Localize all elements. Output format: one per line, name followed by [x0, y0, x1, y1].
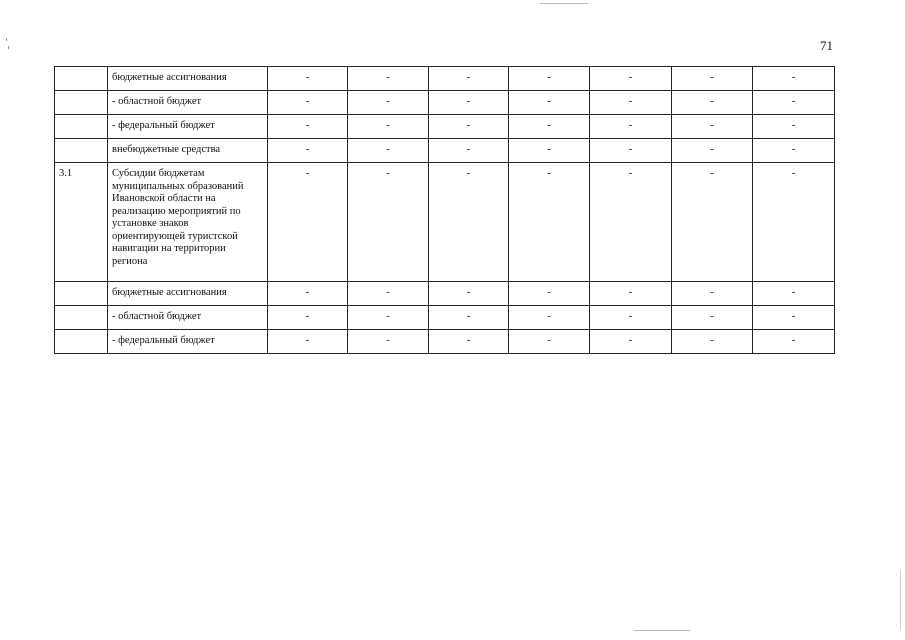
table-row	[55, 282, 835, 306]
value-cell: -	[590, 115, 672, 139]
value-cell: -	[753, 139, 835, 163]
value-cell: -	[590, 163, 672, 282]
value-cell: -	[753, 282, 835, 306]
value-cell: -	[268, 115, 348, 139]
row-number	[55, 91, 108, 115]
row-description: - областной бюджет	[108, 91, 268, 115]
value-cell: -	[509, 163, 590, 282]
value-cell: -	[590, 330, 672, 354]
scan-artifact-top	[540, 3, 588, 4]
value-cell: -	[268, 330, 348, 354]
value-cell: -	[348, 139, 429, 163]
row-number	[55, 306, 108, 330]
value-cell: -	[753, 115, 835, 139]
value-cell: -	[509, 282, 590, 306]
value-cell: -	[590, 139, 672, 163]
value-cell: -	[348, 163, 429, 282]
table-row	[55, 115, 835, 139]
value-cell: -	[348, 330, 429, 354]
value-cell: -	[672, 67, 753, 91]
row-number	[55, 330, 108, 354]
value-cell: -	[268, 91, 348, 115]
page-number: 71	[820, 38, 833, 53]
value-cell: -	[590, 282, 672, 306]
row-description: внебюджетные средства	[108, 139, 268, 163]
row-number	[55, 282, 108, 306]
table-row	[55, 91, 835, 115]
value-cell: -	[429, 163, 509, 282]
value-cell: -	[672, 115, 753, 139]
value-cell: -	[429, 67, 509, 91]
value-cell: -	[509, 91, 590, 115]
value-cell: -	[429, 139, 509, 163]
value-cell: -	[268, 139, 348, 163]
value-cell: -	[348, 67, 429, 91]
value-cell: -	[590, 91, 672, 115]
row-description: - федеральный бюджет	[108, 115, 268, 139]
table-row-subsidy	[55, 163, 835, 282]
value-cell: -	[509, 115, 590, 139]
table-row	[55, 139, 835, 163]
value-cell: -	[429, 282, 509, 306]
value-cell: -	[348, 306, 429, 330]
scan-artifact-left	[8, 46, 9, 49]
value-cell: -	[429, 306, 509, 330]
value-cell: -	[429, 115, 509, 139]
value-cell: -	[672, 163, 753, 282]
value-cell: -	[753, 67, 835, 91]
scan-artifact-bottom	[634, 630, 690, 631]
table-row	[55, 330, 835, 354]
value-cell: -	[753, 91, 835, 115]
value-cell: -	[268, 306, 348, 330]
row-number	[55, 139, 108, 163]
row-description: бюджетные ассигнования	[108, 282, 268, 306]
value-cell: -	[429, 330, 509, 354]
value-cell: -	[509, 306, 590, 330]
value-cell: -	[509, 330, 590, 354]
scan-artifact-right-edge	[900, 570, 901, 630]
value-cell: -	[348, 115, 429, 139]
value-cell: -	[672, 330, 753, 354]
budget-table	[54, 66, 835, 354]
value-cell: -	[268, 67, 348, 91]
value-cell: -	[753, 306, 835, 330]
table-row	[55, 306, 835, 330]
row-number	[55, 67, 108, 91]
value-cell: -	[590, 306, 672, 330]
value-cell: -	[268, 282, 348, 306]
value-cell: -	[268, 163, 348, 282]
table-row	[55, 67, 835, 91]
row-description: Субсидии бюджетам муниципальных образований Ивановской области на реализацию мероприятий по установке знаков ориентирующей туристской навигации на территории региона	[108, 163, 268, 282]
table-body	[55, 67, 835, 354]
value-cell: -	[348, 91, 429, 115]
row-description: бюджетные ассигнования	[108, 67, 268, 91]
value-cell: -	[672, 306, 753, 330]
row-number: 3.1	[55, 163, 108, 282]
value-cell: -	[753, 163, 835, 282]
value-cell: -	[672, 139, 753, 163]
row-number	[55, 115, 108, 139]
row-description: - областной бюджет	[108, 306, 268, 330]
value-cell: -	[672, 91, 753, 115]
value-cell: -	[509, 67, 590, 91]
value-cell: -	[348, 282, 429, 306]
value-cell: -	[429, 91, 509, 115]
scan-artifact-left	[6, 38, 7, 41]
value-cell: -	[753, 330, 835, 354]
value-cell: -	[672, 282, 753, 306]
value-cell: -	[509, 139, 590, 163]
value-cell: -	[590, 67, 672, 91]
row-description: - федеральный бюджет	[108, 330, 268, 354]
